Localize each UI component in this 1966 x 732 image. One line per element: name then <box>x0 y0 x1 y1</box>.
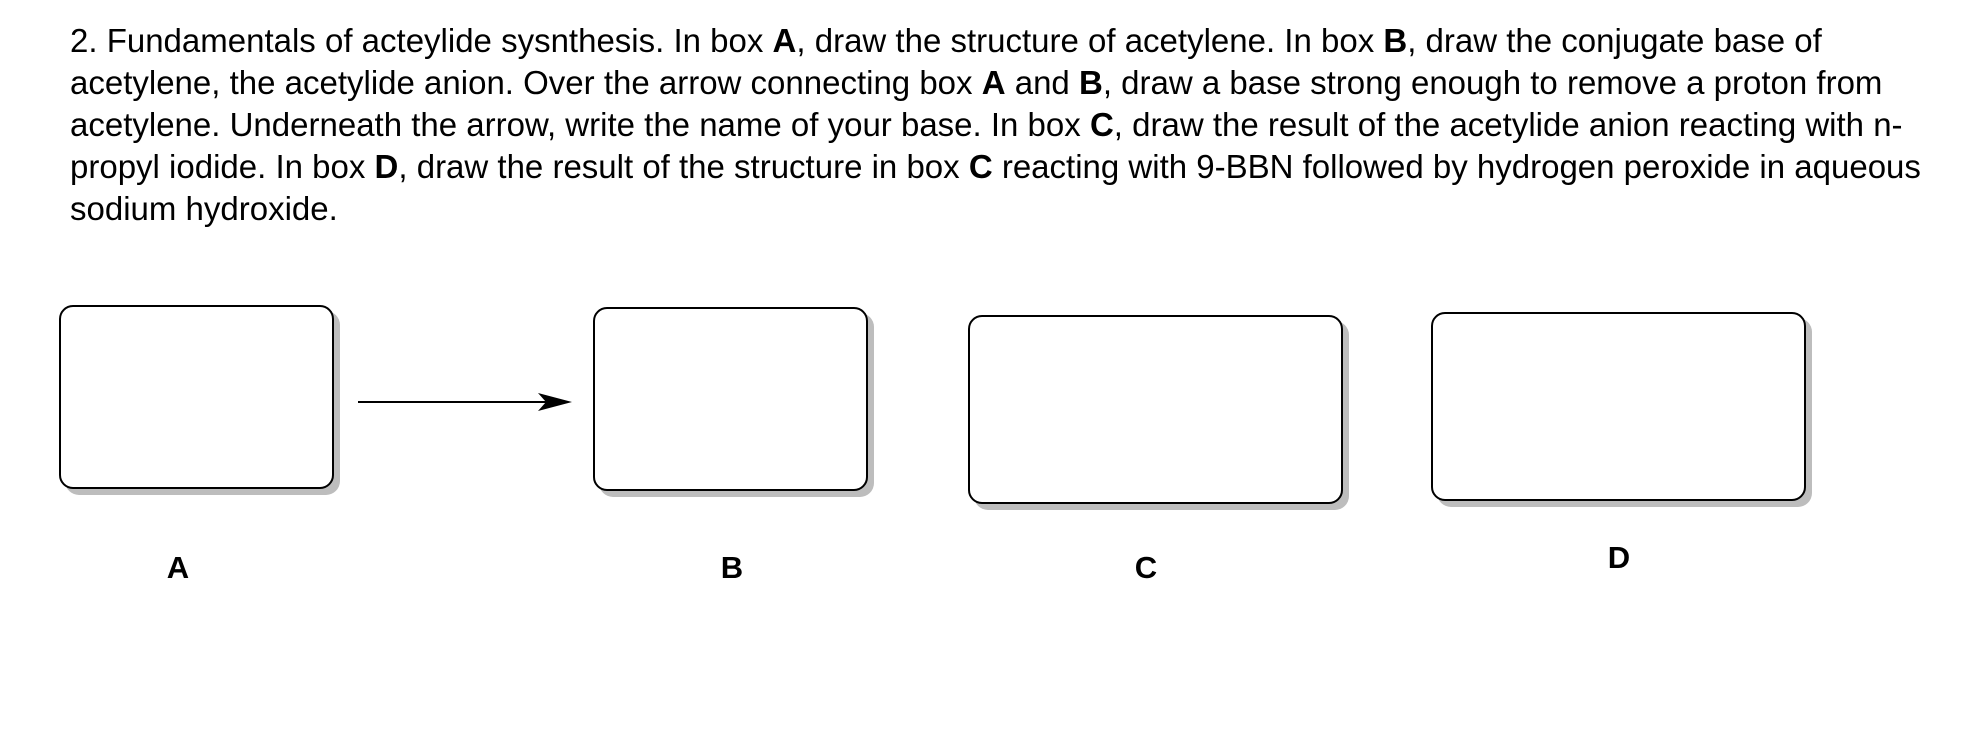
question-part: , draw the result of the structure in box <box>398 148 969 185</box>
answer-box-a[interactable] <box>59 305 334 489</box>
answer-box-c[interactable] <box>968 315 1343 504</box>
question-bold-box-ref: C <box>968 148 993 185</box>
question-bold-box-ref: B <box>1383 22 1408 59</box>
question-text <box>70 20 1930 230</box>
question-bold-box-ref: D <box>374 148 399 185</box>
right-arrow-icon <box>358 390 573 414</box>
question-bold-box-ref: B <box>1078 64 1103 101</box>
question-part: 2. Fundamentals of acteylide sysnthesis. In box <box>70 22 773 59</box>
question-part: and <box>1005 64 1079 101</box>
question-part: , draw the result of the acetylide anion reacting with n-propyl iodide. In box <box>70 106 1903 185</box>
question-part: , draw the conjugate base of acetylene, the acetylide anion. Over the arrow connecting box <box>70 22 1822 101</box>
question-part: , draw the structure of acetylene. In box <box>796 22 1384 59</box>
box-label-a: A <box>166 550 190 585</box>
question-part: reacting with 9-BBN followed by hydrogen peroxide in aqueous sodium hydroxide. <box>70 148 1921 227</box>
box-label-d: D <box>1607 540 1631 575</box>
question-part: , draw a base strong enough to remove a proton from acetylene. Underneath the arrow, write the name of your base. In box <box>70 64 1883 143</box>
box-label-c: C <box>1134 550 1158 585</box>
answer-box-d[interactable] <box>1431 312 1806 501</box>
box-label-b: B <box>720 550 744 585</box>
question-bold-box-ref: A <box>772 22 797 59</box>
question-bold-box-ref: C <box>1089 106 1114 143</box>
question-bold-box-ref: A <box>981 64 1006 101</box>
answer-box-b[interactable] <box>593 307 868 491</box>
